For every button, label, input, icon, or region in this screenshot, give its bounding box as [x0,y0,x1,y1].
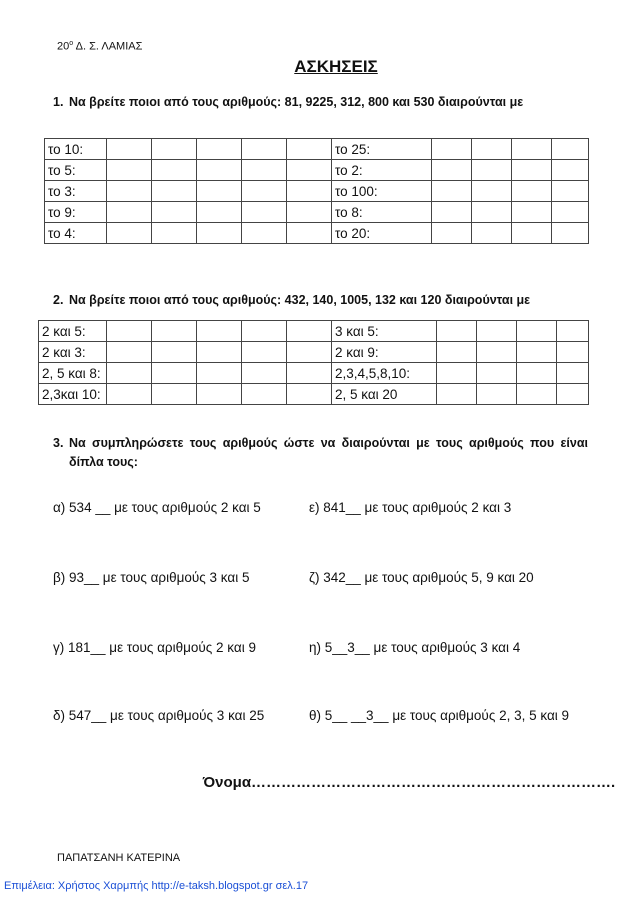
row-label: 2 και 9: [332,342,437,363]
row-label: το 10: [45,139,107,160]
answer-cell[interactable] [287,342,332,363]
answer-cell[interactable] [552,202,589,223]
answer-cell[interactable] [552,181,589,202]
question-2: 2. Να βρείτε ποιοι από τους αριθμούς: 432, 140, 1005, 132 και 120 διαιρούνται με [53,293,531,307]
answer-cell[interactable] [432,160,472,181]
answer-cell[interactable] [152,321,197,342]
answer-cell[interactable] [557,342,589,363]
question-1: 1. Να βρείτε ποιοι από τους αριθμούς: 81, 9225, 312, 800 και 530 διαιρούνται με [53,95,524,109]
question-3 [53,434,588,472]
row-label: το 4: [45,223,107,244]
question-1-text: Να βρείτε ποιοι από τους αριθμούς: 81, 9225, 312, 800 και 530 διαιρούνται με [69,95,524,109]
answer-cell[interactable] [197,321,242,342]
answer-cell[interactable] [242,202,287,223]
answer-cell[interactable] [242,181,287,202]
answer-cell[interactable] [557,321,589,342]
answer-cell[interactable] [152,363,197,384]
table-row [39,342,589,363]
answer-cell[interactable] [107,181,152,202]
exercise-item-b: β) 93__ με τους αριθμούς 3 και 5 [53,570,250,585]
answer-cell[interactable] [152,384,197,405]
answer-cell[interactable] [512,223,552,244]
answer-cell[interactable] [242,160,287,181]
exercise-item-a: α) 534 __ με τους αριθμούς 2 και 5 [53,500,261,515]
answer-cell[interactable] [557,363,589,384]
answer-cell[interactable] [552,139,589,160]
answer-cell[interactable] [517,363,557,384]
answer-cell[interactable] [197,160,242,181]
question-3-line-1: 3. Να συμπληρώσετε τους αριθμούς ώστε να διαιρούνται με τους αριθμούς που είναι [53,436,588,450]
answer-cell[interactable] [472,181,512,202]
answer-cell[interactable] [287,202,332,223]
question-3-line-2: δίπλα τους: [69,455,138,469]
answer-cell[interactable] [242,342,287,363]
row-label: το 20: [332,223,432,244]
row-label: 2,3,4,5,8,10: [332,363,437,384]
answer-cell[interactable] [512,202,552,223]
answer-cell[interactable] [287,160,332,181]
answer-cell[interactable] [287,223,332,244]
page-title: ΑΣΚΗΣΕΙΣ [294,57,378,76]
answer-cell[interactable] [552,160,589,181]
table-row [39,321,589,342]
answer-cell[interactable] [107,202,152,223]
answer-cell[interactable] [287,139,332,160]
answer-cell[interactable] [152,160,197,181]
answer-cell[interactable] [432,181,472,202]
row-label: το 8: [332,202,432,223]
answer-cell[interactable] [242,384,287,405]
table-row [45,139,589,160]
answer-cell[interactable] [512,160,552,181]
answer-cell[interactable] [552,223,589,244]
row-label: 2 και 5: [39,321,107,342]
row-label: το 2: [332,160,432,181]
answer-cell[interactable] [432,202,472,223]
answer-cell[interactable] [287,321,332,342]
answer-cell[interactable] [242,321,287,342]
answer-cell[interactable] [242,139,287,160]
answer-cell[interactable] [472,160,512,181]
answer-cell[interactable] [152,139,197,160]
answer-cell[interactable] [287,363,332,384]
answer-cell[interactable] [287,384,332,405]
row-label: 2,3και 10: [39,384,107,405]
answer-cell[interactable] [107,342,152,363]
answer-cell[interactable] [472,223,512,244]
answer-cell[interactable] [197,384,242,405]
answer-cell[interactable] [107,223,152,244]
answer-cell[interactable] [107,160,152,181]
answer-cell[interactable] [517,342,557,363]
answer-cell[interactable] [197,181,242,202]
answer-cell[interactable] [107,139,152,160]
answer-cell[interactable] [197,139,242,160]
answer-cell[interactable] [472,202,512,223]
answer-cell[interactable] [437,384,477,405]
answer-cell[interactable] [432,139,472,160]
table-row [45,160,589,181]
answer-cell[interactable] [477,384,517,405]
author-name: ΠΑΠΑΤΣΑΝΗ ΚΑΤΕΡΙΝΑ [57,852,181,864]
answer-cell[interactable] [197,202,242,223]
answer-cell[interactable] [242,363,287,384]
table-row [45,223,589,244]
row-label: το 100: [332,181,432,202]
answer-cell[interactable] [197,223,242,244]
row-label: 3 και 5: [332,321,437,342]
table-row [45,181,589,202]
answer-cell[interactable] [107,384,152,405]
answer-cell[interactable] [152,202,197,223]
answer-cell[interactable] [152,181,197,202]
row-label: 2, 5 και 20 [332,384,437,405]
answer-cell[interactable] [197,363,242,384]
answer-cell[interactable] [107,363,152,384]
table-row [39,363,589,384]
answer-cell[interactable] [437,342,477,363]
answer-cell[interactable] [152,342,197,363]
answer-cell[interactable] [477,342,517,363]
row-label: το 25: [332,139,432,160]
row-label: το 5: [45,160,107,181]
answer-cell[interactable] [557,384,589,405]
answer-cell[interactable] [287,181,332,202]
school-name: $20^o$ Δ. Σ. ΛΑΜΙΑΣ [57,40,143,53]
exercise-item-e: ε) 841__ με τους αριθμούς 2 και 3 [309,500,512,515]
answer-cell[interactable] [152,223,197,244]
row-label: το 3: [45,181,107,202]
answer-cell[interactable] [477,321,517,342]
answer-cell[interactable] [242,223,287,244]
answer-cell[interactable] [517,384,557,405]
exercise-item-h: η) 5__3__ με τους αριθμούς 3 και 4 [309,640,521,655]
answer-cell[interactable] [437,363,477,384]
answer-cell[interactable] [107,321,152,342]
exercise-item-d: δ) 547__ με τους αριθμούς 3 και 25 [53,708,265,723]
answer-cell[interactable] [472,139,512,160]
answer-cell[interactable] [477,363,517,384]
question-2-text: Να βρείτε ποιοι από τους αριθμούς: 432, 140, 1005, 132 και 120 διαιρούνται με [69,293,531,307]
row-label: το 9: [45,202,107,223]
question-2-table [38,320,589,405]
footer-credit: Επιμέλεια: Χρήστος Χαρμπής http://e-taksh.blogspot.gr σελ.17 [4,880,309,892]
student-name-line: Όνομα………………………………………………………………. [202,774,616,791]
answer-cell[interactable] [432,223,472,244]
row-label: 2 και 3: [39,342,107,363]
answer-cell[interactable] [512,181,552,202]
exercise-item-c: γ) 181__ με τους αριθμούς 2 και 9 [53,640,256,655]
answer-cell[interactable] [517,321,557,342]
table-row [45,202,589,223]
answer-cell[interactable] [512,139,552,160]
question-1-table [44,138,589,244]
table-row [39,384,589,405]
answer-cell[interactable] [197,342,242,363]
exercise-item-z: ζ) 342__ με τους αριθμούς 5, 9 και 20 [309,570,534,585]
exercise-item-th: θ) 5__ __3__ με τους αριθμούς 2, 3, 5 και 9 [309,708,570,723]
answer-cell[interactable] [437,321,477,342]
row-label: 2, 5 και 8: [39,363,107,384]
